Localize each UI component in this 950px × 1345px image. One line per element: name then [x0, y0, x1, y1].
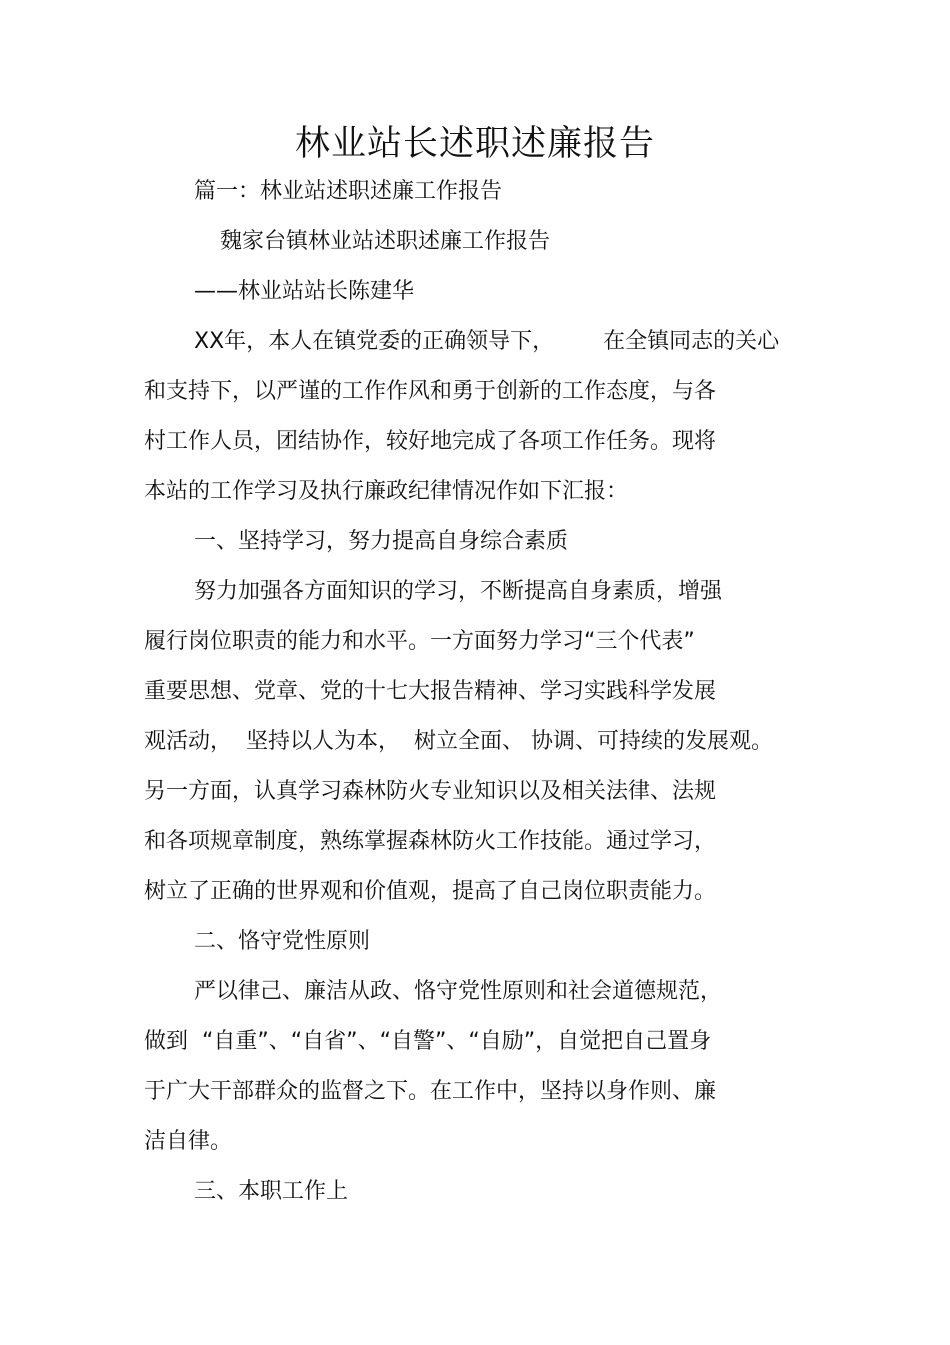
body-line: 和支持下，以严谨的工作作风和勇于创新的工作态度，与各	[144, 379, 717, 404]
body-line: 树立了正确的世界观和价值观，提高了自己岗位职责能力。	[144, 879, 717, 904]
body-line: 履行岗位职责的能力和水平。一方面努力学习“三个代表”	[144, 629, 695, 654]
body-line: 于广大干部群众的监督之下。在工作中，坚持以身作则、廉	[144, 1079, 717, 1104]
body-line: 严以律己、廉洁从政、恪守党性原则和社会道德规范，	[194, 979, 723, 1004]
body-line: XX年，本人在镇党委的正确领导下， 在全镇同志的关心	[194, 329, 780, 354]
body-line: 观活动， 坚持以人为本， 树立全面、 协调、可持续的发展观。	[144, 729, 773, 754]
body-line: 做到 “自重”、“自省”、“自警”、“自励”，自觉把自己置身	[144, 1029, 712, 1054]
body-line: 村工作人员，团结协作，较好地完成了各项工作任务。现将	[144, 429, 717, 454]
section-heading-part-one: 篇一：林业站述职述廉工作报告	[194, 179, 503, 204]
section-heading-three: 三、本职工作上	[194, 1179, 349, 1204]
document-title: 林业站长述职述廉报告	[294, 124, 655, 164]
body-line: 另一方面，认真学习森林防火专业知识以及相关法律、法规	[144, 779, 717, 804]
report-author: ——林业站站长陈建华	[194, 279, 415, 304]
body-line: 和各项规章制度，熟练掌握森林防火工作技能。通过学习，	[144, 829, 717, 854]
report-subtitle: 魏家台镇林业站述职述廉工作报告	[220, 229, 551, 254]
body-line: 努力加强各方面知识的学习，不断提高自身素质，增强	[194, 579, 723, 604]
section-heading-one: 一、坚持学习，努力提高自身综合素质	[194, 529, 569, 554]
section-heading-two: 二、恪守党性原则	[194, 929, 371, 954]
body-line: 本站的工作学习及执行廉政纪律情况作如下汇报：	[144, 479, 629, 504]
body-line: 洁自律。	[144, 1129, 233, 1154]
body-line: 重要思想、党章、党的十七大报告精神、学习实践科学发展	[144, 679, 717, 704]
